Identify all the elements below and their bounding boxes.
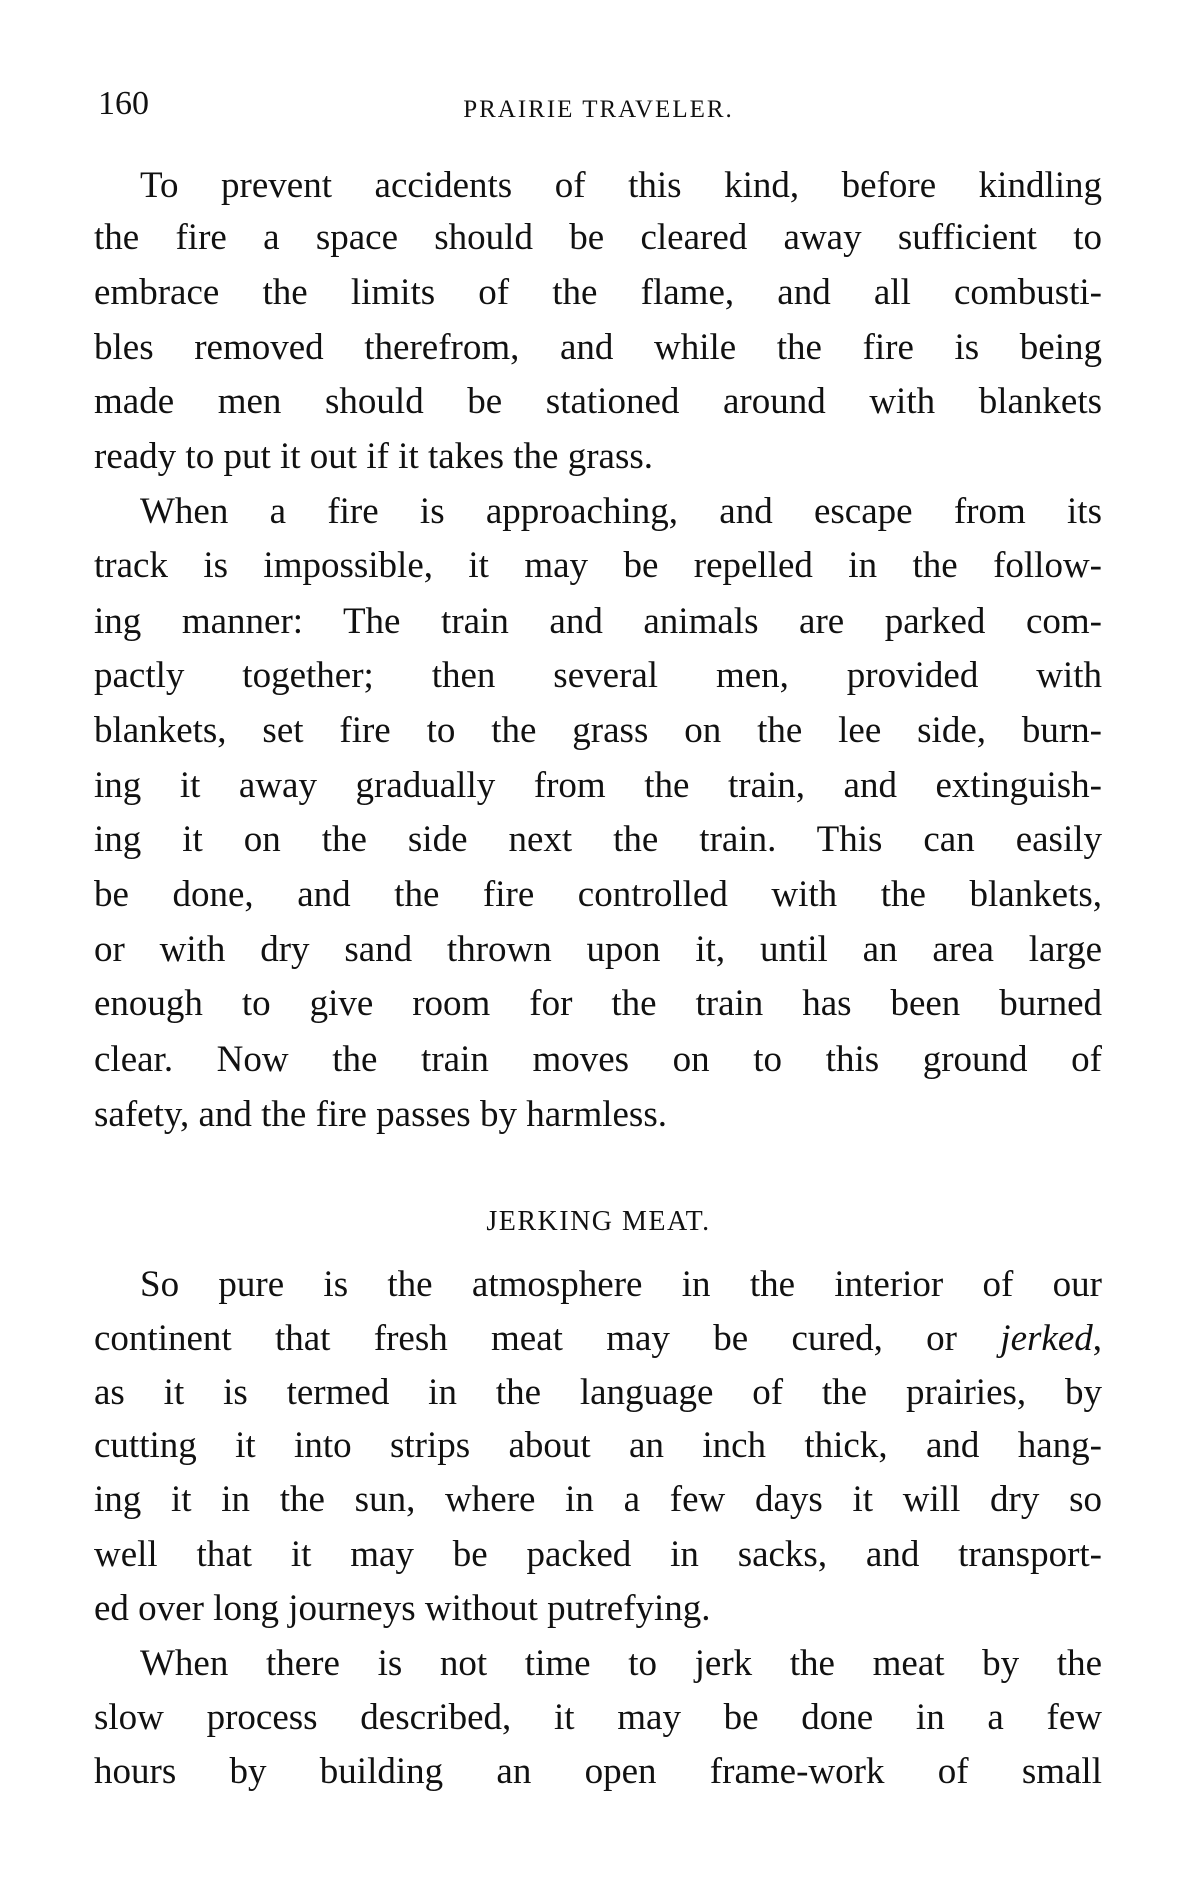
text-line: well that it may be packed in sacks, and transport-: [94, 1534, 1102, 1575]
text-line: When a fire is approaching, and escape from its: [140, 491, 1102, 532]
text-line: cutting it into strips about an inch thick, and hang-: [94, 1425, 1102, 1466]
text-line: made men should be stationed around with blankets: [94, 381, 1102, 422]
text-line: [94, 1317, 1102, 1361]
text-segment: continent that fresh meat may be cured, or: [94, 1318, 1001, 1359]
text-line: ing it in the sun, where in a few days it will dry so: [94, 1479, 1102, 1520]
section-heading: JERKING MEAT.: [486, 1206, 711, 1237]
text-line: the fire a space should be cleared away sufficient to: [94, 217, 1102, 258]
text-line: blankets, set fire to the grass on the lee side, burn-: [94, 710, 1102, 751]
text-line: as it is termed in the language of the prairies, by: [94, 1372, 1102, 1413]
text-line: ing it away gradually from the train, and extinguish-: [94, 765, 1102, 806]
text-segment: ,: [1092, 1318, 1102, 1359]
text-line: be done, and the fire controlled with the blankets,: [94, 874, 1102, 915]
text-line: slow process described, it may be done in a few: [94, 1697, 1102, 1738]
text-line: So pure is the atmosphere in the interior of our: [140, 1264, 1102, 1305]
page-number: 160: [98, 85, 149, 122]
text-line: embrace the limits of the flame, and all combusti-: [94, 272, 1102, 313]
text-line: pactly together; then several men, provided with: [94, 655, 1102, 696]
text-line: ing it on the side next the train. This can easily: [94, 819, 1102, 860]
text-line: track is impossible, it may be repelled in the follow-: [94, 545, 1102, 586]
italic-term: jerked: [1000, 1318, 1093, 1359]
text-line: bles removed therefrom, and while the fire is being: [94, 327, 1102, 368]
text-line: or with dry sand thrown upon it, until an area large: [94, 929, 1102, 970]
text-line: ed over long journeys without putrefying.: [94, 1588, 711, 1629]
text-line: hours by building an open frame-work of small: [94, 1751, 1102, 1792]
running-head: PRAIRIE TRAVELER.: [463, 96, 734, 123]
text-line: safety, and the fire passes by harmless.: [94, 1094, 667, 1135]
text-line: ready to put it out if it takes the grass.: [94, 436, 653, 477]
text-line: When there is not time to jerk the meat by the: [140, 1643, 1102, 1684]
text-line: ing manner: The train and animals are parked com-: [94, 601, 1102, 642]
text-line: enough to give room for the train has been burned: [94, 983, 1102, 1024]
text-line: To prevent accidents of this kind, before kindling: [140, 165, 1102, 206]
text-line: clear. Now the train moves on to this ground of: [94, 1039, 1102, 1080]
